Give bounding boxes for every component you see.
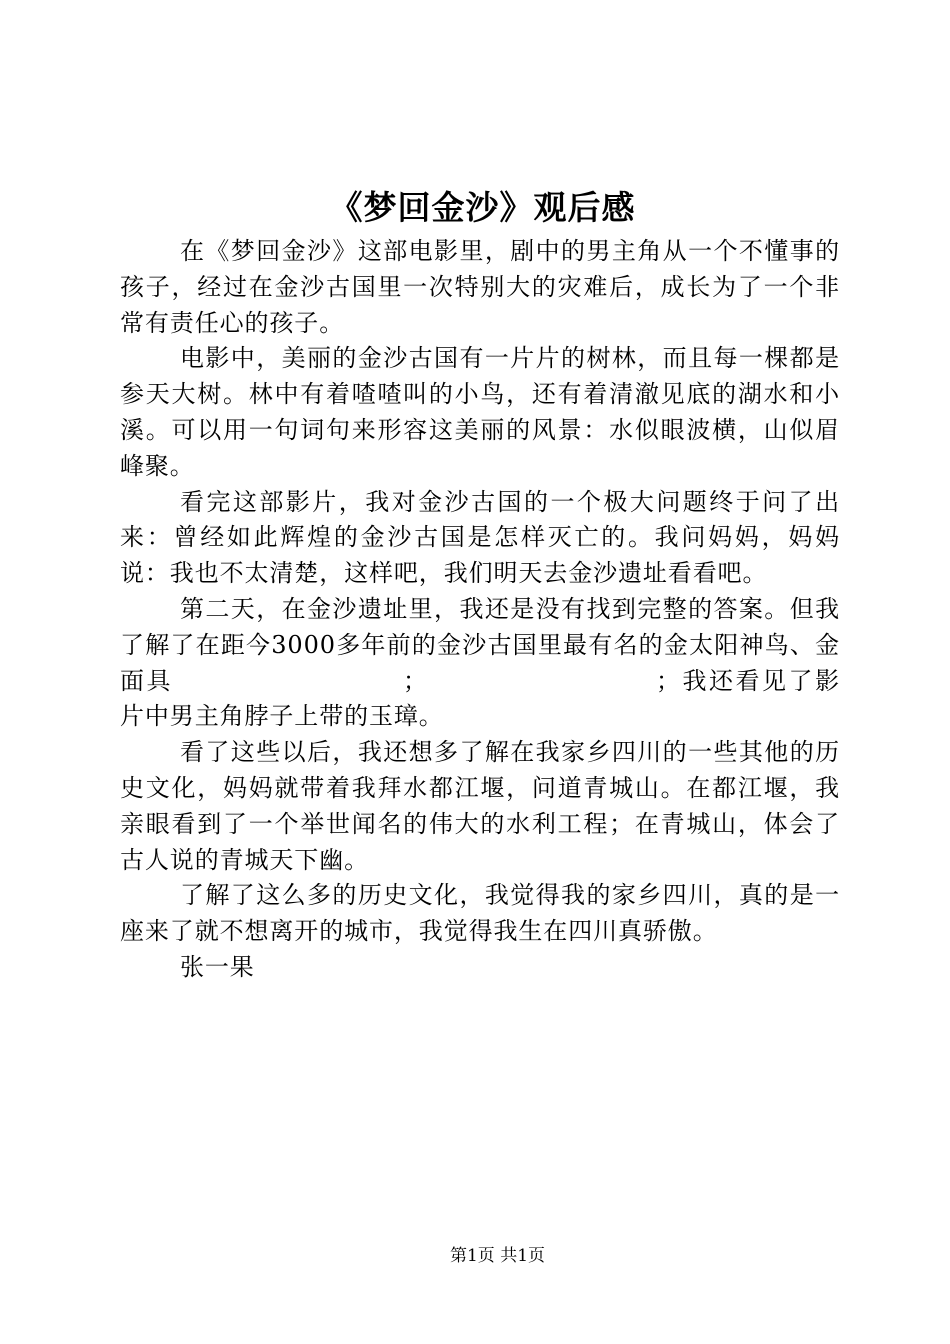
document-title: 《梦回金沙》观后感 [329, 188, 636, 227]
paragraph-4-part-2: ； [403, 666, 428, 695]
paragraph-5: 看了这些以后，我还想多了解在我家乡四川的一些其他的历史文化，妈妈就带着我拜水都江堰，问道青城山。在都江堰，我亲眼看到了一个举世闻名的伟大的水利工程；在青城山，体会了古人说的青城天下幽。 [120, 738, 840, 874]
author-signature: 张一果 [180, 952, 255, 981]
paragraph-4-part-3: ；我还看见了影片中男主角脖子上带的玉璋。 [120, 666, 840, 731]
paragraph-3: 看完这部影片，我对金沙古国的一个极大问题终于问了出来：曾经如此辉煌的金沙古国是怎样灭亡的。我问妈妈，妈妈说：我也不太清楚，这样吧，我们明天去金沙遗址看看吧。 [120, 487, 840, 588]
paragraph-1: 在《梦回金沙》这部电影里，剧中的男主角从一个不懂事的孩子，经过在金沙古国里一次特别大的灾难后，成长为了一个非常有责任心的孩子。 [120, 237, 840, 337]
paragraph-2: 电影中，美丽的金沙古国有一片片的树林，而且每一棵都是参天大树。林中有着喳喳叫的小鸟，还有着清澈见底的湖水和小溪。可以用一句词句来形容这美丽的风景：水似眼波横，山似眉峰聚。 [120, 344, 840, 480]
paragraph-6: 了解了这么多的历史文化，我觉得我的家乡四川，真的是一座来了就不想离开的城市，我觉得我生在四川真骄傲。 [120, 881, 840, 946]
paragraph-4-part-1: 第二天，在金沙遗址里，我还是没有找到完整的答案。但我了解了在距今3000多年前的金沙古国里最有名的金太阳神鸟、金面具 [120, 594, 840, 695]
document-body [120, 234, 840, 986]
page-footer: 第1页 共1页 [449, 1246, 546, 1266]
paragraph-4 [120, 592, 840, 735]
